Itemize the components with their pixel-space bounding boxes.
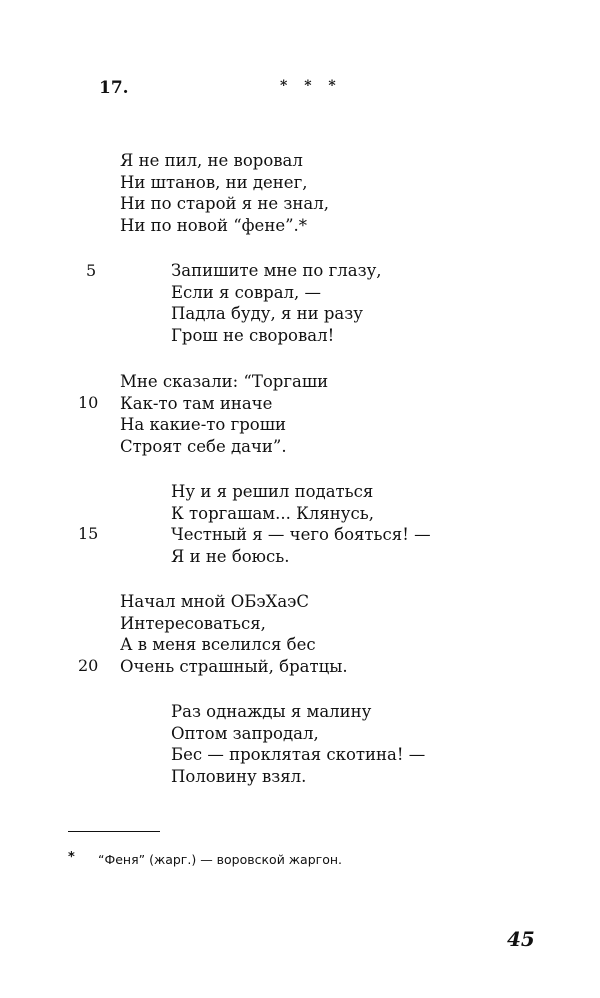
verse-line: Ни по старой я не знал, (120, 194, 329, 214)
footnote-text: “Феня” (жарг.) — воровской жаргон. (98, 852, 343, 867)
verse-line: Мне сказали: “Торгаши (120, 372, 329, 391)
verse-line: К торгашам... Клянусь, (171, 503, 374, 523)
verse-line: Запишите мне по глазу, (171, 261, 382, 280)
line-number-10: 10 (78, 393, 99, 412)
verse-line: Оптом запродал, (171, 723, 319, 743)
verse-line: Я не пил, не воровал (120, 151, 303, 170)
verse-line: Ни штанов, ни денег, (120, 172, 308, 192)
verse-line: Раз однажды я малину (171, 702, 372, 721)
verse-line: Половину взял. (171, 766, 307, 786)
verse-line: Падла буду, я ни разу (171, 304, 363, 324)
page-number: 45 (507, 927, 535, 951)
verse-line: Честный я — чего бояться! — (171, 525, 431, 545)
verse-line: А в меня вселился бес (120, 635, 316, 655)
verse-line: Бес — проклятая скотина! — (171, 745, 426, 765)
verse-line: Интересоваться, (120, 613, 266, 633)
verse-line: Начал мной ОБэХаэС (120, 592, 310, 611)
verse-line: Ни по новой “фене”.* (120, 215, 308, 235)
stanza-5 (120, 591, 348, 677)
stanza-3 (120, 371, 328, 457)
line-number-5: 5 (86, 261, 97, 280)
footnote-rule (68, 831, 160, 832)
verse-line: Как-то там иначе (120, 393, 273, 413)
stanza-6 (171, 701, 425, 787)
line-number-20: 20 (78, 656, 99, 675)
verse-line: Я и не боюсь. (171, 546, 290, 566)
stanza-2 (171, 260, 382, 346)
line-number-15: 15 (78, 524, 99, 543)
stanza-1 (120, 150, 329, 236)
verse-line: Грош не своровал! (171, 325, 335, 345)
verse-line: На какие-то гроши (120, 415, 287, 435)
footnote-marker: * (68, 850, 75, 865)
poem-number: 17. (99, 78, 129, 98)
verse-line: Очень страшный, братцы. (120, 656, 348, 676)
verse-line: Строят себе дачи”. (120, 436, 287, 456)
asterism-divider: * * * (280, 78, 342, 94)
verse-line: Ну и я решил податься (171, 482, 374, 501)
verse-line: Если я соврал, — (171, 282, 321, 302)
stanza-4 (171, 481, 431, 567)
